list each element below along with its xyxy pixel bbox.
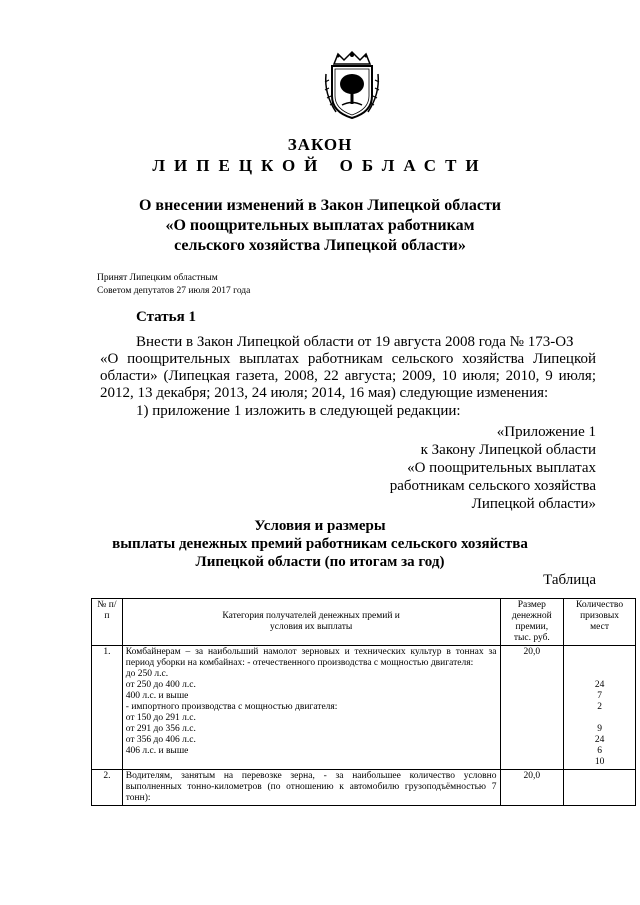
- row2-amount: 20,0: [500, 770, 564, 806]
- row1-level6: от 356 до 406 л.с.: [125, 735, 196, 745]
- law-subtitle-line2: «О поощрительных выплатах работникам: [165, 217, 475, 234]
- table-header-row: [92, 599, 636, 646]
- row1-place7: 10: [594, 757, 605, 767]
- law-subtitle-line3: сельского хозяйства Липецкой области»: [174, 237, 466, 254]
- row1-level5: от 291 до 356 л.с.: [125, 724, 196, 734]
- row1-level4: от 150 до 291 л.с.: [125, 713, 196, 723]
- premium-table: [91, 598, 636, 806]
- row2-num: 2.: [92, 770, 123, 806]
- row1-category: [122, 646, 500, 770]
- article-heading: Статья 1: [136, 309, 196, 325]
- row1-num: 1.: [92, 646, 123, 770]
- appendix-header: [390, 423, 596, 513]
- row1-level7: 406 л.с. и выше: [125, 746, 189, 756]
- appendix-line1: «Приложение 1: [496, 424, 596, 440]
- appendix-line3: «О поощрительных выплатах: [407, 460, 596, 476]
- row1-level2: от 250 до 400 л.с.: [125, 680, 196, 690]
- row1-level1: до 250 л.с.: [125, 669, 169, 679]
- header-places-line3: мест: [590, 622, 609, 632]
- row1-level3: 400 л.с. и выше: [125, 691, 189, 701]
- appendix-line5: Липецкой области»: [471, 496, 596, 512]
- article-para-line4: 2012, 13 декабря; 2013, 24 июля; 2014, 16 мая) следующие изменения:: [100, 385, 549, 401]
- table-title-line3: Липецкой области (по итогам за год): [195, 554, 445, 570]
- header-places-line2: призовых: [580, 611, 620, 621]
- row1-place2: 7: [597, 691, 602, 701]
- law-region-title: ЛИПЕЦКОЙ ОБЛАСТИ: [152, 156, 488, 175]
- header-places-line1: Количество: [576, 600, 624, 610]
- header-category-line1: Категория получателей денежных премий и: [222, 611, 400, 621]
- table-title-line1: Условия и размеры: [254, 518, 386, 534]
- header-size-line1: Размер: [517, 600, 546, 610]
- row1-place4: 9: [597, 724, 602, 734]
- appendix-line4: работникам сельского хозяйства: [389, 478, 596, 494]
- row1-amount: 20,0: [500, 646, 564, 770]
- article-para-line2: «О поощрительных выплатах работникам сельского хозяйства Липецкой: [100, 351, 596, 367]
- adopted-note: [97, 272, 250, 298]
- row1-desc: Комбайнерам – за наибольший намолот зерновых и технических культур в тоннах за период уборки на комбайнах: - отечественного производства с мощностью двигателя:: [125, 647, 497, 668]
- header-size-line2: денежной: [511, 611, 552, 621]
- header-size-line4: тыс. руб.: [513, 633, 550, 643]
- adopted-line2: Советом депутатов 27 июля 2017 года: [97, 286, 251, 296]
- row1-place3: 2: [597, 702, 602, 712]
- appendix-line2: к Закону Липецкой области: [420, 442, 596, 458]
- row2-places: [564, 770, 636, 806]
- header-category-line2: условия их выплаты: [270, 622, 353, 632]
- article-para-line1: Внести в Закон Липецкой области от 19 августа 2008 года № 173-ОЗ: [136, 334, 574, 350]
- row1-place5: 24: [594, 735, 605, 745]
- header-num: № п/п: [92, 599, 123, 646]
- row1-place6: 6: [597, 746, 602, 756]
- header-size: [500, 599, 564, 646]
- article-item1: 1) приложение 1 изложить в следующей редакции:: [136, 403, 461, 419]
- table-title-line2: выплаты денежных премий работникам сельского хозяйства: [112, 536, 528, 552]
- article-paragraph: [100, 334, 596, 402]
- header-places: [564, 599, 636, 646]
- coat-of-arms-emblem: [322, 50, 382, 120]
- header-category: [122, 599, 500, 646]
- row2-desc: Водителям, занятым на перевозке зерна, - за наибольшее количество условно выполненных тонно-километров (по отношению к автомобилю грузоподъёмностью 7 тонн):: [122, 770, 500, 806]
- table-caption: Таблица: [543, 572, 596, 588]
- row1-place1: 24: [594, 680, 605, 690]
- article-para-line3: области» (Липецкая газета, 2008, 22 августа; 2009, 10 июля; 2010, 9 июля;: [100, 368, 596, 384]
- header-size-line3: премии,: [515, 622, 549, 632]
- table-row: [92, 770, 636, 806]
- law-title: ЗАКОН: [287, 135, 353, 154]
- row1-import: - импортного производства с мощностью двигателя:: [125, 702, 338, 712]
- table-row: [92, 646, 636, 770]
- adopted-line1: Принят Липецким областным: [97, 273, 218, 283]
- law-subtitle-line1: О внесении изменений в Закон Липецкой области: [138, 197, 502, 214]
- row1-places: [564, 646, 636, 770]
